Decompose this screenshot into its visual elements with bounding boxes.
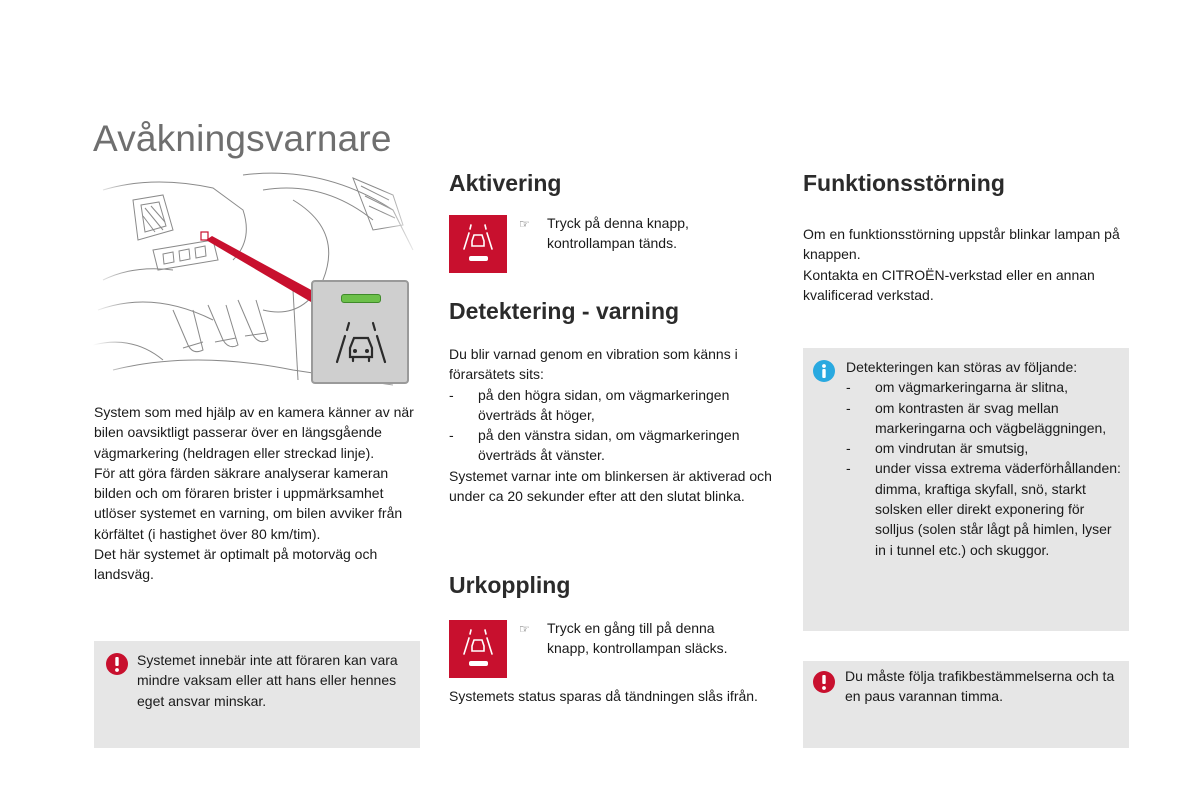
aktivering-step-line: Tryck på denna knapp, [547, 215, 689, 231]
intro-paragraph: Det här systemet är optimalt på motorväg och landsväg. [94, 546, 378, 583]
list-item-text: på den högra sidan, om vägmarkeringen överträds åt höger, [478, 386, 730, 423]
lane-assist-button-image [449, 620, 507, 678]
pointing-hand-icon: ☞ [519, 217, 530, 231]
list-item-text: om vägmarkeringarna är slitna, [875, 379, 1068, 396]
indicator-bar [469, 661, 488, 666]
urkoppling-step-line: knapp, kontrollampan släcks. [547, 640, 728, 657]
list-item: - om vägmarkeringarna är slitna, [846, 377, 1124, 397]
funktion-line: Om en funktionsstörning uppstår blinkar lampan på knappen. [803, 226, 1120, 263]
detektering-text [449, 344, 774, 506]
list-item: - på den vänstra sidan, om vägmarkeringen överträds åt vänster. [449, 425, 774, 466]
detektering-outro: Systemet varnar inte om blinkersen är aktiverad och under ca 20 sekunder efter att den slutat blinka. [449, 467, 772, 505]
intro-text [94, 402, 422, 585]
intro-paragraph: System som med hjälp av en kamera känner av när bilen oavsiktligt passerar över en längsgående vägmarkering (heldragen eller streckad linje). [94, 404, 414, 461]
lane-assist-button-image [449, 215, 507, 273]
warning-text-left: Systemet innebär inte att föraren kan vara mindre vaksam eller att hans eller hennes eget ansvar minskar. [137, 652, 398, 709]
warning-box-right [803, 661, 1129, 748]
aktivering-step [519, 213, 749, 254]
lane-departure-icon [335, 318, 387, 364]
section-heading-funktion: Funktionsstörning [803, 170, 1005, 196]
urkoppling-step-line: Tryck en gång till på denna [547, 620, 715, 636]
indicator-lamp [341, 294, 381, 303]
info-intro: Detekteringen kan störas av följande: [846, 359, 1078, 375]
list-item-text: under vissa extrema väderförhållanden: dimma, kraftiga skyfall, snö, starkt solsken eller direkt exponering för solljus (solen står lågt på himlen, lyser in i tunnel etc.) och skuggor. [875, 460, 1121, 558]
list-item: - på den högra sidan, om vägmarkeringen överträds åt höger, [449, 385, 774, 426]
info-box [803, 348, 1129, 631]
list-item: - om kontrasten är svag mellan markeringarna och vägbeläggningen, [846, 398, 1124, 439]
pointing-hand-icon: ☞ [519, 622, 530, 636]
warning-icon [106, 653, 128, 675]
info-icon [813, 360, 835, 382]
section-heading-urkoppling: Urkoppling [449, 572, 571, 598]
section-heading-detektering: Detektering - varning [449, 298, 680, 324]
list-item: - under vissa extrema väderförhållanden: dimma, kraftiga skyfall, snö, starkt solsken eller direkt exponering för solljus (solen står lågt på himlen, lyser in i tunnel etc.) och skuggor. [846, 458, 1124, 559]
info-text [846, 357, 1124, 560]
list-item-text: på den vänstra sidan, om vägmarkeringen överträds åt vänster. [478, 427, 740, 464]
dashboard-illustration [93, 170, 421, 388]
urkoppling-step [519, 618, 769, 659]
lane-departure-icon [463, 628, 493, 656]
detektering-intro: Du blir varnad genom en vibration som känns i förarsätets sits: [449, 346, 738, 383]
list-item-text: om vindrutan är smutsig, [875, 440, 1029, 457]
page-title: Avåkningsvarnare [93, 118, 392, 159]
button-zoom [311, 280, 409, 384]
warning-text-right: Du måste följa trafikbestämmelserna och ta en paus varannan timma. [845, 668, 1115, 705]
list-item-text: om kontrasten är svag mellan markeringarna och vägbeläggningen, [875, 399, 1107, 436]
warning-icon [813, 671, 835, 693]
funktion-text [803, 224, 1133, 305]
list-item: - om vindrutan är smutsig, [846, 438, 1124, 458]
section-heading-aktivering: Aktivering [449, 170, 562, 196]
funktion-line: Kontakta en CITROËN-verkstad eller en annan kvalificerad verkstad. [803, 266, 1095, 303]
lane-departure-icon [463, 223, 493, 251]
indicator-bar [469, 256, 488, 261]
aktivering-step-line: kontrollampan tänds. [547, 235, 677, 252]
warning-box-left [94, 641, 420, 748]
urkoppling-note: Systemets status sparas då tändningen slås ifrån. [449, 688, 758, 704]
intro-paragraph: För att göra färden säkrare analyserar kameran bilden och om föraren brister i uppmärksamhet utlöser systemet en varning, om bilen avviker från körfältet (i hastighet över 80 km/tim). [94, 464, 403, 542]
